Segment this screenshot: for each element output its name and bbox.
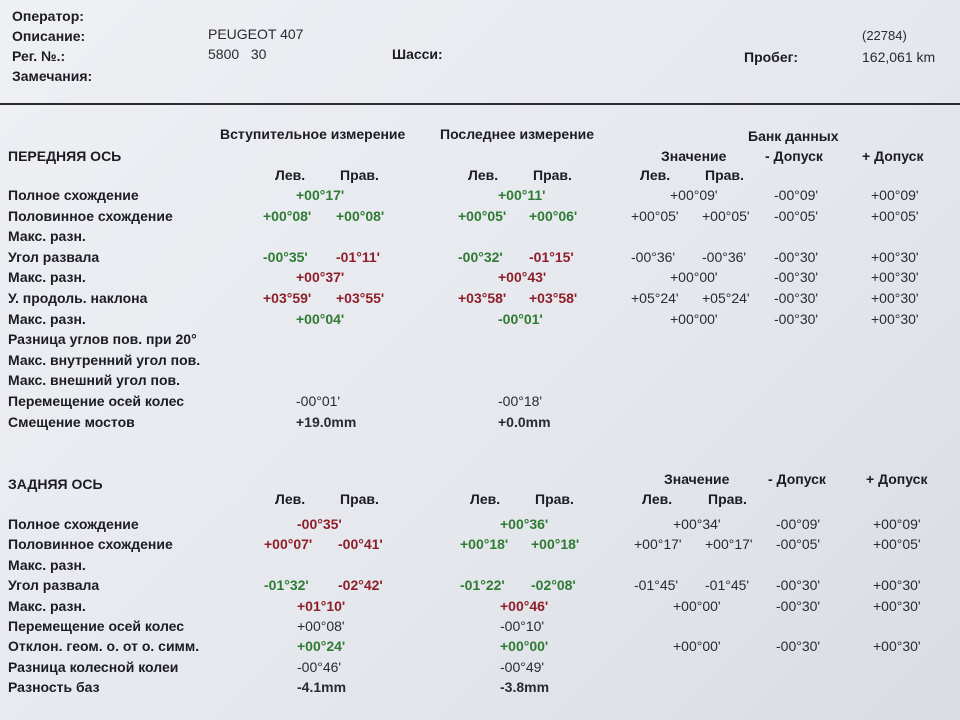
rear-initial-value: -00°35' bbox=[297, 516, 342, 532]
front-last-left-value: -00°32' bbox=[458, 248, 503, 265]
front-bank-left-value: +05°24' bbox=[631, 290, 679, 306]
databank-heading: Банк данных bbox=[748, 128, 839, 144]
rear-initial-value: -4.1mm bbox=[297, 679, 347, 696]
description-label: Описание: bbox=[12, 28, 86, 44]
front-minus-tolerance-value: -00°30' bbox=[774, 290, 819, 306]
remarks-label: Замечания: bbox=[12, 68, 93, 84]
rear-last-left-heading: Лев. bbox=[470, 491, 501, 507]
front-plus-tolerance-heading: + Допуск bbox=[862, 148, 924, 164]
rear-bank-right-value: -01°45' bbox=[705, 577, 750, 594]
rear-last-value: +00°46' bbox=[500, 597, 549, 614]
rear-row-label: Разность баз bbox=[8, 679, 100, 696]
front-bank-value: +00°09' bbox=[670, 187, 718, 203]
rear-plus-tolerance-value: +00°30' bbox=[873, 577, 921, 594]
front-initial-right-value: -01°11' bbox=[336, 248, 380, 265]
rear-bank-right-value: +00°17' bbox=[705, 536, 753, 553]
front-row-label: Половинное схождение bbox=[8, 207, 173, 224]
rear-bank-value: +00°34' bbox=[673, 516, 721, 532]
rear-last-value: +00°36' bbox=[500, 516, 549, 532]
rear-last-value: -00°49' bbox=[500, 658, 545, 675]
front-last-right-heading: Прав. bbox=[533, 167, 572, 183]
description-value: PEUGEOT 407 bbox=[208, 26, 304, 42]
front-initial-value: +00°17' bbox=[296, 187, 345, 203]
rear-row-label: Полное схождение bbox=[8, 516, 139, 532]
front-row-label: Макс. внутренний угол пов. bbox=[8, 351, 201, 368]
rear-initial-right-value: -02°42' bbox=[338, 577, 383, 594]
front-row-label: Полное схождение bbox=[8, 187, 139, 203]
rear-initial-left-heading: Лев. bbox=[275, 491, 306, 507]
front-initial-value: +19.0mm bbox=[296, 413, 357, 430]
front-plus-tolerance-value: +00°09' bbox=[871, 187, 919, 203]
front-bank-value: +00°00' bbox=[670, 310, 718, 327]
front-row-label: Смещение мостов bbox=[8, 413, 135, 430]
rear-bank-value: +00°00' bbox=[673, 597, 721, 614]
rear-bank-left-value: -01°45' bbox=[634, 577, 679, 594]
chassis-label: Шасси: bbox=[392, 46, 443, 62]
front-row-label: Макс. разн. bbox=[8, 269, 86, 286]
rear-initial-value: +00°08' bbox=[297, 618, 345, 634]
rear-bank-value: +00°00' bbox=[673, 638, 721, 655]
rear-row-label: Половинное схождение bbox=[8, 536, 173, 553]
rear-last-left-value: -01°22' bbox=[460, 577, 505, 594]
front-last-right-value: -01°15' bbox=[529, 248, 574, 265]
rear-plus-tolerance-value: +00°30' bbox=[873, 638, 921, 655]
rear-initial-left-value: -01°32' bbox=[264, 577, 309, 594]
rear-plus-tolerance-heading: + Допуск bbox=[866, 471, 928, 487]
front-plus-tolerance-value: +00°30' bbox=[871, 248, 919, 265]
front-initial-left-heading: Лев. bbox=[275, 167, 306, 183]
front-last-value: -00°01' bbox=[498, 310, 543, 327]
front-row-label: Макс. разн. bbox=[8, 310, 86, 327]
front-minus-tolerance-value: -00°30' bbox=[774, 269, 819, 286]
code-value: (22784) bbox=[862, 28, 907, 43]
front-initial-right-value: +00°08' bbox=[336, 207, 385, 224]
rear-plus-tolerance-value: +00°09' bbox=[873, 516, 921, 532]
front-initial-right-value: +03°55' bbox=[336, 290, 385, 306]
front-bank-left-value: +00°05' bbox=[631, 207, 679, 224]
rear-value-heading: Значение bbox=[664, 471, 730, 487]
reg-value: 5800 30 bbox=[208, 46, 267, 62]
rear-last-value: -3.8mm bbox=[500, 679, 550, 696]
rear-row-label: Перемещение осей колес bbox=[8, 618, 185, 634]
front-bank-right-value: -00°36' bbox=[702, 248, 747, 265]
front-row-label: Макс. внешний угол пов. bbox=[8, 372, 181, 389]
front-initial-left-value: +00°08' bbox=[263, 207, 312, 224]
rear-row-label: Макс. разн. bbox=[8, 556, 86, 573]
front-last-value: -00°18' bbox=[498, 393, 543, 409]
rear-bank-left-value: +00°17' bbox=[634, 536, 682, 553]
front-initial-right-heading: Прав. bbox=[340, 167, 379, 183]
front-bank-right-heading: Прав. bbox=[705, 167, 744, 183]
front-last-value: +0.0mm bbox=[498, 413, 551, 430]
front-minus-tolerance-value: -00°30' bbox=[774, 310, 819, 327]
rear-initial-right-value: -00°41' bbox=[338, 536, 383, 553]
rear-row-label: Угол развала bbox=[8, 577, 100, 594]
front-last-left-value: +00°05' bbox=[458, 207, 507, 224]
rear-minus-tolerance-value: -00°30' bbox=[776, 577, 821, 594]
rear-row-label: Разница колесной колеи bbox=[8, 658, 179, 675]
mileage-value: 162,061 km bbox=[862, 49, 936, 65]
front-last-right-value: +00°06' bbox=[529, 207, 578, 224]
rear-minus-tolerance-value: -00°30' bbox=[776, 638, 821, 655]
reg-label: Рег. №.: bbox=[12, 48, 66, 64]
rear-initial-value: +00°24' bbox=[297, 638, 346, 655]
front-initial-left-value: +03°59' bbox=[263, 290, 312, 306]
front-row-label: У. продоль. наклона bbox=[8, 290, 148, 306]
front-bank-value: +00°00' bbox=[670, 269, 718, 286]
rear-row-label: Отклон. геом. о. от о. симм. bbox=[8, 638, 200, 655]
rear-initial-value: +01°10' bbox=[297, 597, 346, 614]
front-bank-left-value: -00°36' bbox=[631, 248, 676, 265]
front-minus-tolerance-value: -00°09' bbox=[774, 187, 819, 203]
front-row-label: Макс. разн. bbox=[8, 228, 86, 245]
rear-plus-tolerance-value: +00°05' bbox=[873, 536, 921, 553]
rear-minus-tolerance-value: -00°05' bbox=[776, 536, 821, 553]
rear-minus-tolerance-value: -00°09' bbox=[776, 516, 821, 532]
header-divider bbox=[0, 103, 960, 105]
rear-last-value: +00°00' bbox=[500, 638, 549, 655]
rear-row-label: Макс. разн. bbox=[8, 597, 86, 614]
rear-initial-right-heading: Прав. bbox=[340, 491, 379, 507]
rear-last-right-value: -02°08' bbox=[531, 577, 576, 594]
last-measurement-heading: Последнее измерение bbox=[440, 126, 595, 142]
front-last-right-value: +03°58' bbox=[529, 290, 578, 306]
front-plus-tolerance-value: +00°05' bbox=[871, 207, 919, 224]
front-minus-tolerance-value: -00°30' bbox=[774, 248, 819, 265]
operator-label: Оператор: bbox=[12, 8, 84, 24]
rear-minus-tolerance-value: -00°30' bbox=[776, 597, 821, 614]
rear-initial-left-value: +00°07' bbox=[264, 536, 313, 553]
front-value-heading: Значение bbox=[661, 148, 727, 164]
rear-minus-tolerance-heading: - Допуск bbox=[768, 471, 826, 487]
front-row-label: Разница углов пов. при 20° bbox=[8, 331, 197, 348]
front-bank-left-heading: Лев. bbox=[640, 167, 671, 183]
front-plus-tolerance-value: +00°30' bbox=[871, 310, 919, 327]
initial-measurement-heading: Вступительное измерение bbox=[220, 126, 406, 142]
rear-plus-tolerance-value: +00°30' bbox=[873, 597, 921, 614]
front-last-value: +00°43' bbox=[498, 269, 547, 286]
front-last-left-value: +03°58' bbox=[458, 290, 507, 306]
front-initial-value: +00°37' bbox=[296, 269, 345, 286]
rear-last-value: -00°10' bbox=[500, 618, 545, 634]
front-axle-title: ПЕРЕДНЯЯ ОСЬ bbox=[8, 148, 122, 164]
front-minus-tolerance-value: -00°05' bbox=[774, 207, 819, 224]
front-row-label: Перемещение осей колес bbox=[8, 393, 185, 409]
front-initial-left-value: -00°35' bbox=[263, 248, 308, 265]
rear-last-right-heading: Прав. bbox=[535, 491, 574, 507]
mileage-label: Пробег: bbox=[744, 49, 799, 65]
rear-bank-right-heading: Прав. bbox=[708, 491, 747, 507]
front-initial-value: -00°01' bbox=[296, 393, 341, 409]
front-plus-tolerance-value: +00°30' bbox=[871, 269, 919, 286]
front-plus-tolerance-value: +00°30' bbox=[871, 290, 919, 306]
rear-last-right-value: +00°18' bbox=[531, 536, 580, 553]
rear-initial-value: -00°46' bbox=[297, 658, 342, 675]
front-minus-tolerance-heading: - Допуск bbox=[765, 148, 823, 164]
front-last-left-heading: Лев. bbox=[468, 167, 499, 183]
rear-last-left-value: +00°18' bbox=[460, 536, 509, 553]
rear-axle-title: ЗАДНЯЯ ОСЬ bbox=[8, 476, 103, 492]
front-bank-right-value: +00°05' bbox=[702, 207, 750, 224]
front-last-value: +00°11' bbox=[498, 187, 546, 203]
front-row-label: Угол развала bbox=[8, 248, 100, 265]
front-bank-right-value: +05°24' bbox=[702, 290, 750, 306]
rear-bank-left-heading: Лев. bbox=[642, 491, 673, 507]
front-initial-value: +00°04' bbox=[296, 310, 345, 327]
